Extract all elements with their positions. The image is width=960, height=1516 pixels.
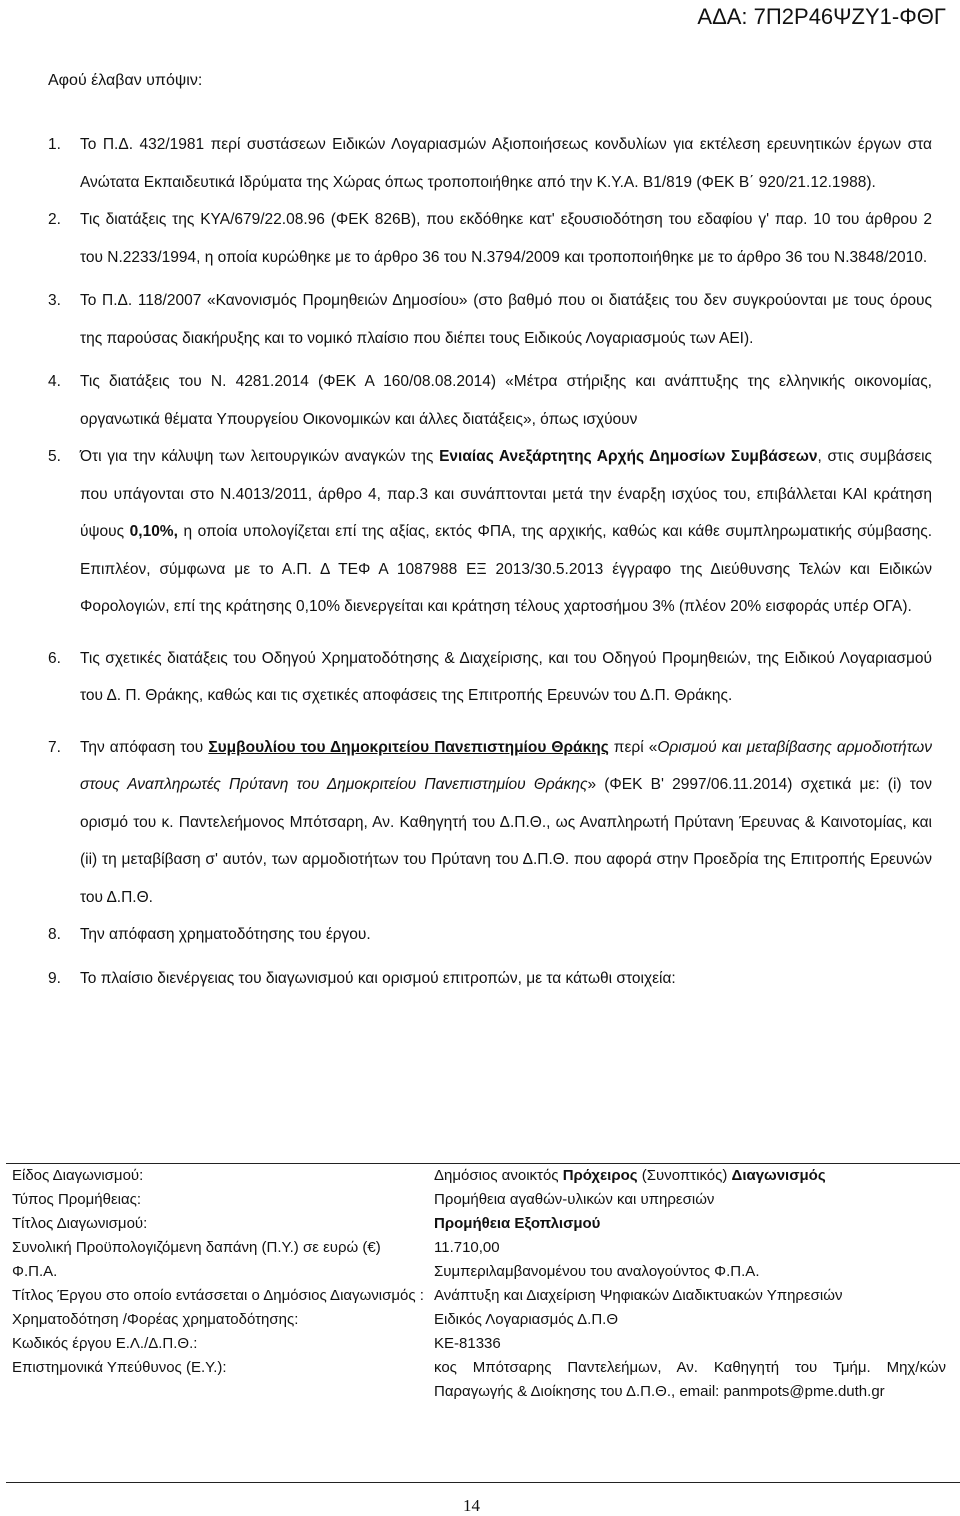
table-row <box>6 1284 960 1308</box>
list-item <box>48 201 932 276</box>
text-segment: Συμπεριλαμβανομένου του αναλογούντος Φ.Π.Α. <box>434 1263 760 1280</box>
table-value <box>426 1260 946 1284</box>
list-item-number: 5. <box>48 448 61 465</box>
text-segment: Το Π.Δ. 432/1981 περί συστάσεων Ειδικών Λογαριασμών Αξιοποιήσεως κονδυλίων για εκτέλεση ερευνητικών έργων στα Ανώτατα Εκπαιδευτικά Ιδρύματα της Χώρας όπως τροποποιήθηκε από την Κ.Υ.Α. Β1/819 (ΦΕΚ Β΄ 920/21.12.1988). <box>80 136 932 191</box>
text-segment: κος Μπότσαρης Παντελεήμων, Αν. Καθηγητή του Τμήμ. Μηχ/κών Παραγωγής & Διοίκησης του Δ.Π.Θ., email: panmpots@pme.duth.gr <box>434 1359 946 1400</box>
list-item <box>48 729 932 917</box>
table-row <box>6 1260 960 1284</box>
intro-text: Αφού έλαβαν υπόψιν: <box>48 72 203 89</box>
text-segment: Το πλαίσιο διενέργειας του διαγωνισμού και ορισμού επιτροπών, με τα κάτωθι στοιχεία: <box>80 969 676 987</box>
text-segment: Την απόφαση του <box>80 738 209 756</box>
table-label: Χρηματοδότηση /Φορέας χρηματοδότησης: <box>12 1311 299 1328</box>
table-value <box>426 1356 946 1404</box>
list-item-number: 2. <box>48 211 61 228</box>
text-segment: η οποία υπολογίζεται επί της αξίας, εκτός ΦΠΑ, της αρχικής, καθώς και κάθε συμπληρωματικής σύμβασης. Επιπλέον, σύμφωνα με το Α.Π. Δ ΤΕΦ Α 1087988 ΕΞ 2013/30.5.2013 έγγραφο της Διεύθυνσης Τελών και Ειδικών Φορολογιών, επί της κράτησης 0,10% διενεργείται και κράτηση τέλους χαρτοσήμου 3% (πλέον 20% εισφοράς υπέρ ΟΓΑ). <box>80 523 933 615</box>
list-item <box>48 640 932 715</box>
table-row <box>6 1188 960 1212</box>
text-segment: Ανάπτυξη και Διαχείριση Ψηφιακών Διαδικτυακών Υπηρεσιών <box>434 1287 843 1304</box>
text-segment: Ειδικός Λογαριασμός Δ.Π.Θ <box>434 1311 618 1328</box>
list-item-number: 1. <box>48 136 61 153</box>
text-segment: 0,10%, <box>129 523 178 540</box>
table-row <box>6 1308 960 1332</box>
table-label: Είδος Διαγωνισμού: <box>12 1167 144 1184</box>
list-item-number: 4. <box>48 373 61 390</box>
table-label: Τίτλος Διαγωνισμού: <box>12 1215 148 1232</box>
text-segment: Ότι για την κάλυψη των λειτουργικών αναγκών της <box>80 448 440 465</box>
text-segment: » (ΦΕΚ Β' 2997/06.11.2014) σχετικά με: (i) τον ορισμό του κ. Παντελεήμονος Μπότσαρη, Αν. Καθηγητή του Δ.Π.Θ., ως Αναπληρωτή Πρύτανη Έρευνας & Καινοτομίας, και (ii) τη μεταβίβαση σ' αυτόν, των αρμοδιοτήτων του Πρύτανη του Δ.Π.Θ. που αφορά στην Προεδρία της Επιτροπής Ερευνών του Δ.Π.Θ. <box>80 776 932 906</box>
table-label: Τίτλος Έργου στο οποίο εντάσσεται ο Δημόσιος Διαγωνισμός : <box>12 1287 424 1304</box>
list-item <box>48 363 932 438</box>
text-segment: περί « <box>608 738 658 756</box>
list-item-number: 9. <box>48 969 61 987</box>
table-value <box>426 1212 946 1236</box>
table-label: Συνολική Προϋπολογιζόμενη δαπάνη (Π.Υ.) σε ευρώ (€) <box>12 1239 381 1256</box>
list-item <box>48 126 932 201</box>
table-value <box>426 1164 946 1188</box>
tender-details-table <box>6 1163 960 1483</box>
table-row <box>6 1236 960 1260</box>
list-item <box>48 282 932 357</box>
text-segment: Συμβουλίου του Δημοκριτείου Πανεπιστημίου Θράκης <box>208 738 609 756</box>
text-segment: , στις συμβάσεις που υπάγονται στο Ν.4013/2011, άρθρο 4, παρ.3 και συνάπτονται μετά την έναρξη ισχύος του, επιβάλλεται ΚΑΙ κράτηση ύψους <box>80 448 933 540</box>
table-row <box>6 1356 960 1404</box>
table-label: Επιστημονικά Υπεύθυνος (Ε.Υ.): <box>12 1359 227 1376</box>
text-segment: Προμήθεια αγαθών-υλικών και υπηρεσιών <box>434 1191 715 1208</box>
table-value <box>426 1308 946 1332</box>
text-segment: Το Π.Δ. 118/2007 «Κανονισμός Προμηθειών Δημοσίου» (στο βαθμό που οι διατάξεις του δεν συγκρούονται με τους όρους της παρούσας διακήρυξης και το νομικό πλαίσιο που διέπει τους Ειδικούς Λογαριασμούς των ΑΕΙ). <box>80 292 932 347</box>
text-segment: Τις διατάξεις του Ν. 4281.2014 (ΦΕΚ Α 160/08.08.2014) «Μέτρα στήριξης και ανάπτυξης της ελληνικής οικονομίας, οργανωτικά θέματα Υπουργείου Οικονομικών και άλλες διατάξεις», όπως ισχύουν <box>80 373 932 428</box>
text-segment: Δημόσιος ανοικτός <box>434 1167 563 1184</box>
text-segment: Πρόχειρος <box>562 1167 638 1184</box>
text-segment: 11.710,00 <box>434 1239 500 1256</box>
ada-code: ΑΔΑ: 7Π2Ρ46ΨΖΥ1-ΦΘΓ <box>697 4 946 29</box>
table-value <box>426 1236 946 1260</box>
table-value <box>426 1188 946 1212</box>
table-value <box>426 1284 946 1308</box>
list-item-number: 6. <box>48 649 61 667</box>
list-item-number: 7. <box>48 738 61 756</box>
table-value <box>426 1332 946 1356</box>
text-segment: Ορισμού και μεταβίβασης αρμοδιοτήτων στους Αναπληρωτές Πρύτανη του Δημοκριτείου Πανεπιστημίου Θράκης <box>80 738 932 793</box>
table-label: Φ.Π.Α. <box>12 1263 58 1280</box>
list-item <box>48 960 932 998</box>
list-item <box>48 438 933 626</box>
text-segment: (Συνοπτικός) <box>637 1167 732 1184</box>
text-segment: Διαγωνισμός <box>731 1167 826 1184</box>
list-item <box>48 916 932 954</box>
list-item-number: 8. <box>48 926 61 943</box>
text-segment: Την απόφαση χρηματοδότησης του έργου. <box>80 926 371 943</box>
text-segment: Τις διατάξεις της ΚΥΑ/679/22.08.96 (ΦΕΚ 826Β), που εκδόθηκε κατ' εξουσιοδότηση του εδαφίου γ' παρ. 10 του άρθρου 2 του Ν.2233/1994, η οποία κυρώθηκε με το άρθρο 36 του Ν.3794/2009 και τροποποιήθηκε με το άρθρο 36 του Ν.3848/2010. <box>80 211 932 266</box>
table-label: Κωδικός έργου Ε.Λ./Δ.Π.Θ.: <box>12 1335 198 1352</box>
text-segment: ΚΕ-81336 <box>434 1335 501 1352</box>
table-row <box>6 1212 960 1236</box>
considerations-list <box>0 126 960 997</box>
text-segment: Προμήθεια Εξοπλισμού <box>434 1215 601 1232</box>
table-row <box>6 1164 960 1188</box>
list-item-number: 3. <box>48 292 61 309</box>
page-number: 14 <box>463 1496 480 1515</box>
table-label: Τύπος Προμήθειας: <box>12 1191 142 1208</box>
table-row <box>6 1332 960 1356</box>
text-segment: Τις σχετικές διατάξεις του Οδηγού Χρηματοδότησης & Διαχείρισης, και του Οδηγού Προμηθειών, της Ειδικού Λογαριασμού του Δ. Π. Θράκης, καθώς και τις σχετικές αποφάσεις της Επιτροπής Ερευνών του Δ.Π. Θράκης. <box>80 649 932 704</box>
text-segment: Ενιαίας Ανεξάρτητης Αρχής Δημοσίων Συμβάσεων <box>439 448 818 465</box>
